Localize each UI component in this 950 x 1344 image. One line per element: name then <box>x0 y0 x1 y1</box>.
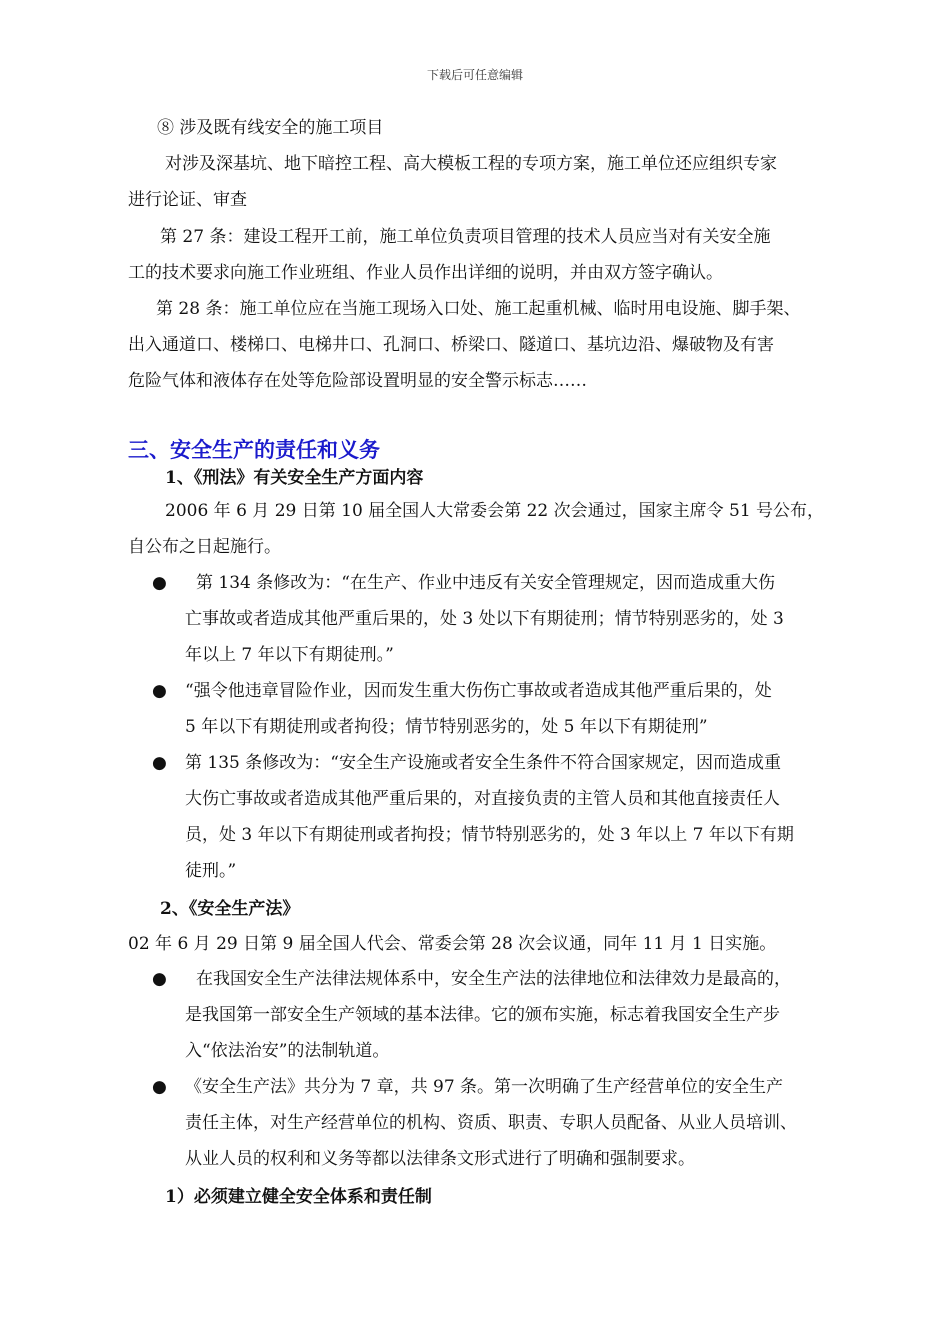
bullet-icon: ● <box>152 681 167 701</box>
text-line: 在我国安全生产法律法规体系中，安全生产法的法律地位和法律效力是最高的， <box>196 969 791 989</box>
text-line: 出入通道口、楼梯口、电梯井口、孔洞口、桥梁口、隧道口、基坑边沿、爆破物及有害 <box>128 335 774 355</box>
text-line: “强令他违章冒险作业，因而发生重大伤伤亡事故或者造成其他严重后果的，处 <box>185 681 772 701</box>
text-line: ⑧ 涉及既有线安全的施工项目 <box>157 118 384 138</box>
text-line: 员，处 3 年以下有期徒刑或者拘投；情节特别恶劣的，处 3 年以上 7 年以下有期 <box>185 825 794 845</box>
text-line: 是我国第一部安全生产领域的基本法律。它的颁布实施，标志着我国安全生产步 <box>185 1005 780 1025</box>
text-line: 大伤亡事故或者造成其他严重后果的，对直接负责的主管人员和其他直接责任人 <box>185 789 780 809</box>
text-line: 自公布之日起施行。 <box>128 537 281 557</box>
text-line: 《安全生产法》共分为 7 章，共 97 条。第一次明确了生产经营单位的安全生产 <box>185 1077 784 1097</box>
section-heading: 三、安全生产的责任和义务 <box>128 437 380 462</box>
text-line: 对涉及深基坑、地下暗控工程、高大模板工程的专项方案，施工单位还应组织专家 <box>165 154 777 174</box>
text-line: 02 年 6 月 29 日第 9 届全国人代会、常委会第 28 次会议通，同年 11 月 1 日实施。 <box>128 934 777 954</box>
text-line: 徒刑。” <box>185 861 237 881</box>
bullet-icon: ● <box>152 1077 167 1097</box>
subsection-heading: 2、《安全生产法》 <box>160 899 300 919</box>
text-line: 第 135 条修改为：“安全生产设施或者安全生条件不符合国家规定，因而造成重 <box>185 753 781 773</box>
subsection-heading: 1）必须建立健全安全体系和责任制 <box>165 1187 432 1207</box>
text-line: 年以上 7 年以下有期徒刑。” <box>185 645 394 665</box>
bullet-icon: ● <box>152 969 167 989</box>
text-line: 亡事故或者造成其他严重后果的，处 3 处以下有期徒刑；情节特别恶劣的，处 3 <box>185 609 784 629</box>
text-line: 2006 年 6 月 29 日第 10 届全国人大常委会第 22 次会通过，国家主席令 51 号公布， <box>165 501 825 521</box>
text-line: 责任主体，对生产经营单位的机构、资质、职责、专职人员配备、从业人员培训、 <box>185 1113 797 1133</box>
bullet-icon: ● <box>152 573 167 593</box>
page-header: 下载后可任意编辑 <box>426 68 523 82</box>
text-line: 5 年以下有期徒刑或者拘役；情节特别恶劣的，处 5 年以下有期徒刑” <box>185 717 708 737</box>
bullet-icon: ● <box>152 753 167 773</box>
text-line: 第 134 条修改为：“在生产、作业中违反有关安全管理规定，因而造成重大伤 <box>196 573 775 593</box>
text-line: 工的技术要求向施工作业班组、作业人员作出详细的说明，并由双方签字确认。 <box>128 263 723 283</box>
text-line: 入“依法治安”的法制轨道。 <box>185 1041 390 1061</box>
text-line: 危险气体和液体存在处等危险部设置明显的安全警示标志…… <box>128 371 587 391</box>
text-line: 第 27 条：建设工程开工前，施工单位负责项目管理的技术人员应当对有关安全施 <box>160 227 771 247</box>
text-line: 从业人员的权利和义务等都以法律条文形式进行了明确和强制要求。 <box>185 1149 695 1169</box>
text-line: 第 28 条：施工单位应在当施工现场入口处、施工起重机械、临时用电设施、脚手架、 <box>156 299 801 319</box>
text-line: 进行论证、审查 <box>128 190 247 210</box>
subsection-heading: 1、《刑法》有关安全生产方面内容 <box>165 468 424 488</box>
